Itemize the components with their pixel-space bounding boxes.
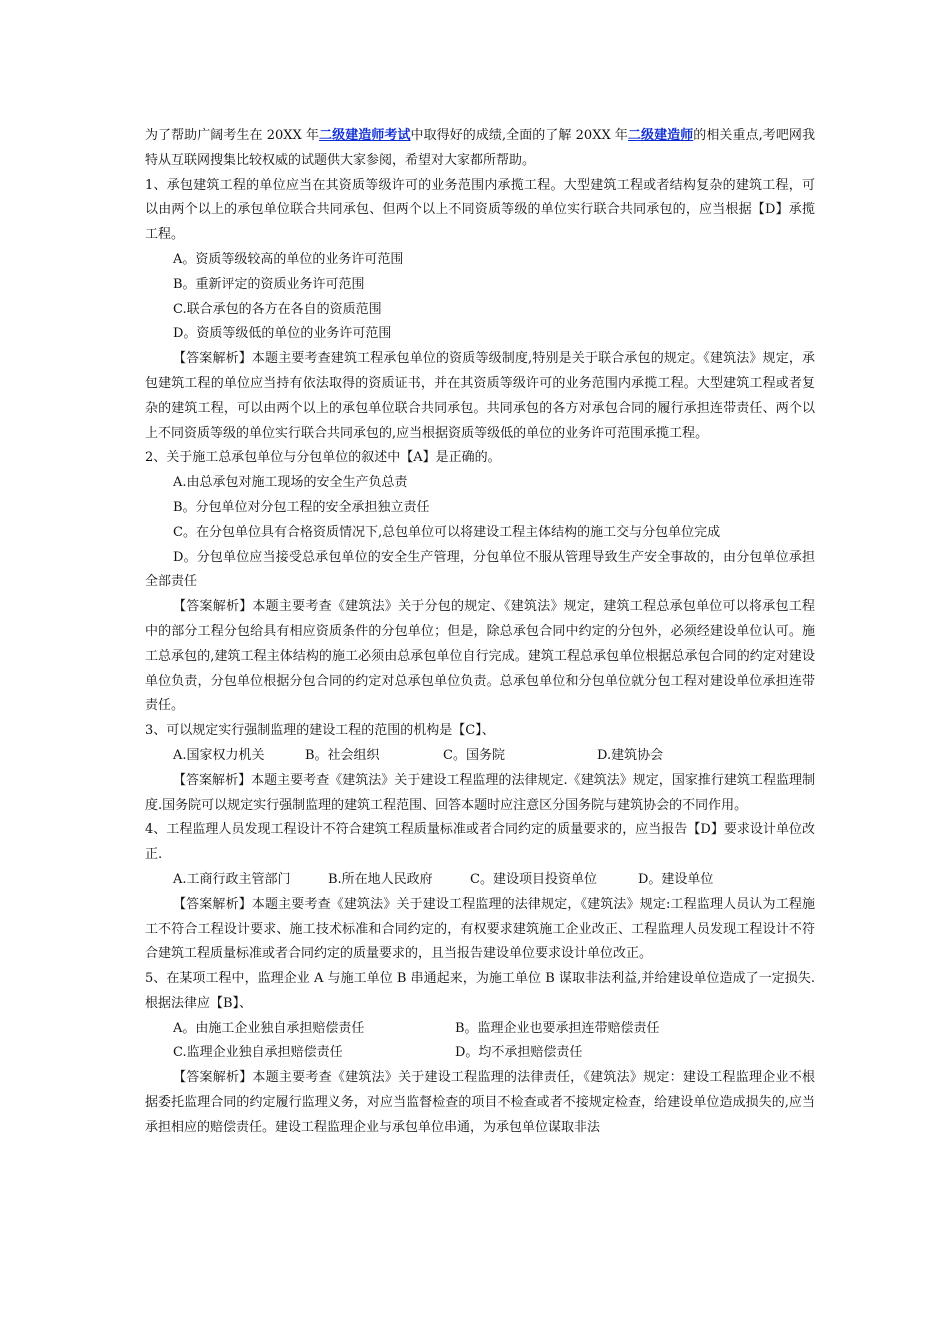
question-3: 3、可以规定实行强制监理的建设工程的范围的机构是【C】、 (145, 723, 495, 739)
q5-option-b: B。监理企业也要承担连带赔偿责任 (455, 1020, 660, 1036)
q1-analysis: 【答案解析】本题主要考查建筑工程承包单位的资质等级制度,特别是关于联合承包的规定。《建筑法》规定，承包建筑工程的单位应当持有依法取得的资质证书，并在其资质等级许可的业务范围内承揽工程。大型建筑工程或者复杂的建筑工程，可以由两个以上的承包单位联合共同承包。共同承包的各方对承包合同的履行承担连带责任、两个以上不同资质等级的单位实行联合共同承包的,应当根据资质等级低的单位的业务许可范围承揽工程。 (145, 351, 815, 441)
q5-option-a: A。由施工企业独自承担赔偿责任 (173, 1020, 365, 1036)
q5-option-d: D。均不承担赔偿责任 (455, 1045, 583, 1061)
q3-analysis: 【答案解析】本题主要考查《建筑法》关于建设工程监理的法律规定.《建筑法》规定，国家推行建筑工程监理制度.国务院可以规定实行强制监理的建筑工程范围、回答本题时应注意区分国务院与建筑协会的不同作用。 (145, 772, 815, 813)
q1-option-a: A。资质等级较高的单位的业务许可范围 (173, 251, 404, 267)
q4-option-a: A.工商行政主管部门 (173, 871, 291, 887)
q4-option-c: C。建设项目投资单位 (470, 871, 597, 887)
q5-options-row-2 (145, 1041, 815, 1066)
question-2: 2、关于施工总承包单位与分包单位的叙述中【A】是正确的。 (145, 450, 501, 466)
q1-option-b: B。重新评定的资质业务许可范围 (173, 276, 365, 292)
q3-option-a: A.国家权力机关 (173, 747, 265, 763)
intro-text-1: 为了帮助广阔考生在 20XX 年 (145, 128, 320, 143)
intro-paragraph (145, 124, 815, 174)
q4-analysis: 【答案解析】本题主要考查《建筑法》关于建设工程监理的法律规定，《建筑法》规定:工程监理人员认为工程施工不符合工程设计要求、施工技术标准和合同约定的，有权要求建筑施工企业改正、工程监理人员发现工程设计不符合建筑工程质量标准或者合同约定的质量要求的，且当报告建设单位要求设计单位改正。 (145, 896, 815, 962)
intro-text-2: 中取得好的成绩,全面的了解 20XX 年 (410, 128, 628, 143)
q3-option-d: D.建筑协会 (597, 747, 664, 763)
q2-option-c: C。在分包单位具有合格资质情况下,总包单位可以将建设工程主体结构的施工交与分包单位完成 (173, 524, 721, 540)
q2-analysis: 【答案解析】本题主要考查《建筑法》关于分包的规定、《建筑法》规定，建筑工程总承包单位可以将承包工程中的部分工程分包给具有相应资质条件的分包单位；但是，除总承包合同中约定的分包外，必须经建设单位认可。施工总承包的,建筑工程主体结构的施工必须由总承包单位自行完成。建筑工程总承包单位根据总承包合同的约定对建设单位负责，分包单位根据分包合同的约定对总承包单位负责。总承包单位和分包单位就分包工程对建设单位承担连带责任。 (145, 599, 815, 714)
q4-option-d: D。建设单位 (638, 871, 714, 887)
question-1: 1、承包建筑工程的单位应当在其资质等级许可的业务范围内承揽工程。大型建筑工程或者结构复杂的建筑工程，可以由两个以上的承包单位联合共同承包、但两个以上不同资质等级的单位实行联合共同承包的，应当根据【D】承揽工程。 (145, 177, 815, 243)
question-4: 4、工程监理人员发现工程设计不符合建筑工程质量标准或者合同约定的质量要求的，应当报告【D】要求设计单位改正. (145, 822, 815, 863)
document-body (145, 124, 815, 1141)
q4-options (145, 868, 815, 893)
q5-options-row-1 (145, 1017, 815, 1042)
q2-option-b: B。分包单位对分包工程的安全承担独立责任 (173, 499, 430, 515)
q5-option-c: C.监理企业独自承担赔偿责任 (173, 1045, 343, 1061)
q4-option-b: B.所在地人民政府 (328, 871, 433, 887)
intro-text-3: 的相关重点,考吧网我特从互联网搜集比较权威的试题供大家参阅，希望对大家都所帮助。 (145, 128, 815, 168)
q5-analysis: 【答案解析】本题主要考查《建筑法》关于建设工程监理的法律责任，《建筑法》规定：建设工程监理企业不根据委托监理合同的约定履行监理义务，对应当监督检查的项目不检查或者不接规定检查，给建设单位造成损失的,应当承担相应的赔偿责任。建设工程监理企业与承包单位串通，为承包单位谋取非法 (145, 1070, 815, 1135)
q3-option-c: C。国务院 (443, 747, 505, 763)
q1-option-d: D。资质等级低的单位的业务许可范围 (173, 326, 392, 342)
q2-option-a: A.由总承包对施工现场的安全生产负总责 (173, 475, 408, 491)
exam-link[interactable]: 二级建造师考试 (319, 128, 411, 143)
constructor-link[interactable]: 二级建造师 (627, 128, 694, 143)
question-5: 5、在某项工程中，监理企业 A 与施工单位 B 串通起来，为施工单位 B 谋取非法利益,并给建设单位造成了一定损失.根据法律应【B】、 (145, 971, 815, 1011)
q1-option-c: C.联合承包的各方在各自的资质范围 (173, 301, 382, 317)
q3-option-b: B。社会组织 (305, 747, 380, 763)
q3-options (145, 744, 815, 769)
q2-option-d: D。分包单位应当接受总承包单位的安全生产管理，分包单位不服从管理导致生产安全事故的，由分包单位承担全部责任 (145, 549, 815, 590)
